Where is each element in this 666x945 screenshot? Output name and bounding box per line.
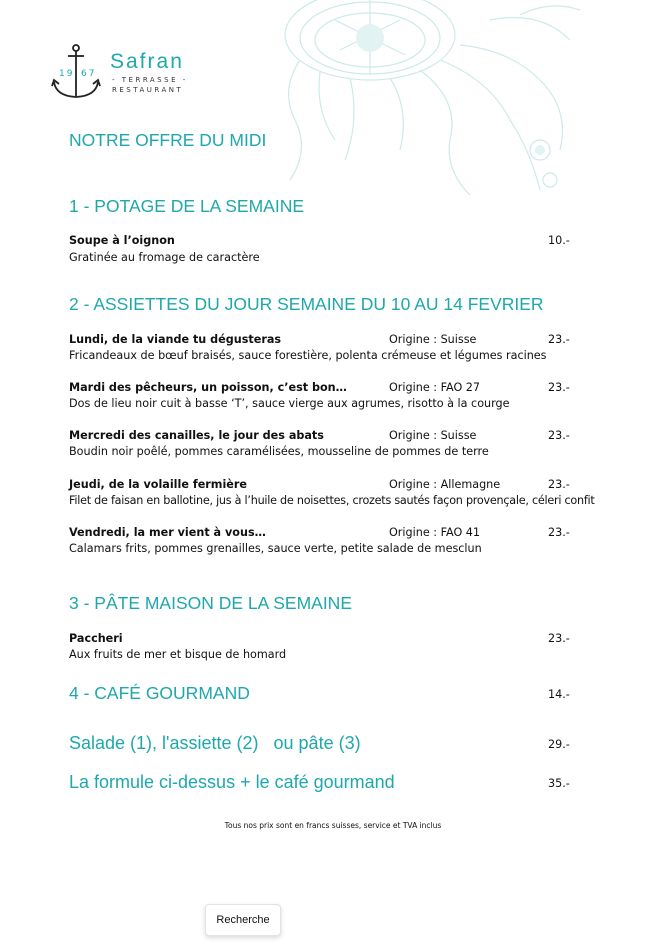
dish-price: 23.- bbox=[548, 526, 570, 539]
search-button[interactable]: Recherche bbox=[205, 904, 281, 936]
section-1-heading: 1 - POTAGE DE LA SEMAINE bbox=[69, 196, 305, 216]
logo-year-right: 67 bbox=[81, 69, 97, 79]
dish-price: 23.- bbox=[548, 333, 570, 346]
dish-description: Calamars frits, pommes grenailles, sauce verte, petite salade de mesclun bbox=[69, 542, 482, 555]
combo-2-label: La formule ci-dessus + le café gourmand bbox=[69, 772, 395, 792]
jellyfish-illustration bbox=[240, 0, 600, 200]
pasta-price: 23.- bbox=[548, 632, 570, 645]
restaurant-logo bbox=[50, 44, 200, 104]
dish-description: Filet de faisan en ballotine, jus à l’huile de noisettes, crozets sautés façon provençale, céleri confit bbox=[69, 494, 595, 507]
logo-year-left: 19 bbox=[59, 69, 75, 79]
dish-name: Jeudi, de la volaille fermière bbox=[69, 478, 247, 491]
dish-name: Lundi, de la viande tu dégusteras bbox=[69, 333, 282, 346]
dish-origin: Origine : FAO 27 bbox=[389, 381, 481, 394]
page-title: NOTRE OFFRE DU MIDI bbox=[69, 130, 267, 150]
dish-price: 23.- bbox=[548, 381, 570, 394]
cafe-gourmand-price: 14.- bbox=[548, 688, 570, 701]
soup-price: 10.- bbox=[548, 234, 570, 247]
soup-description: Gratinée au fromage de caractère bbox=[69, 251, 260, 264]
dish-price: 23.- bbox=[548, 478, 570, 491]
logo-name: Safran bbox=[110, 50, 184, 73]
logo-subtitle-restaurant: RESTAURANT bbox=[112, 86, 184, 94]
dish-description: Fricandeaux de bœuf braisés, sauce forestière, polenta crémeuse et légumes racines bbox=[69, 349, 547, 362]
dish-price: 23.- bbox=[548, 429, 570, 442]
dish-origin: Origine : Allemagne bbox=[389, 478, 501, 491]
dish-name: Vendredi, la mer vient à vous… bbox=[69, 526, 266, 539]
dish-description: Boudin noir poêlé, pommes caramélisées, mousseline de pommes de terre bbox=[69, 445, 489, 458]
combo-2-price: 35.- bbox=[548, 777, 570, 790]
logo-subtitle-terrasse: - TERRASSE - bbox=[112, 76, 188, 84]
soup-name: Soupe à l’oignon bbox=[69, 234, 175, 247]
pasta-description: Aux fruits de mer et bisque de homard bbox=[69, 648, 287, 661]
section-3-heading: 3 - PÂTE MAISON DE LA SEMAINE bbox=[69, 593, 352, 613]
section-2-heading: 2 - ASSIETTES DU JOUR SEMAINE DU 10 AU 14 FEVRIER bbox=[69, 294, 544, 314]
price-note: Tous nos prix sont en francs suisses, service et TVA inclus bbox=[224, 821, 442, 830]
combo-1-price: 29.- bbox=[548, 738, 570, 751]
dish-origin: Origine : FAO 41 bbox=[389, 526, 481, 539]
dish-name: Mercredi des canailles, le jour des abats bbox=[69, 429, 324, 442]
dish-origin: Origine : Suisse bbox=[389, 333, 477, 346]
pasta-name: Paccheri bbox=[69, 632, 123, 645]
combo-1-label: Salade (1), l'assiette (2) ou pâte (3) bbox=[69, 733, 361, 753]
section-4-heading: 4 - CAFÉ GOURMAND bbox=[69, 683, 250, 703]
dish-name: Mardi des pêcheurs, un poisson, c’est bon… bbox=[69, 381, 347, 394]
dish-origin: Origine : Suisse bbox=[389, 429, 477, 442]
dish-description: Dos de lieu noir cuit à basse ‘T’, sauce vierge aux agrumes, risotto à la courge bbox=[69, 397, 510, 410]
